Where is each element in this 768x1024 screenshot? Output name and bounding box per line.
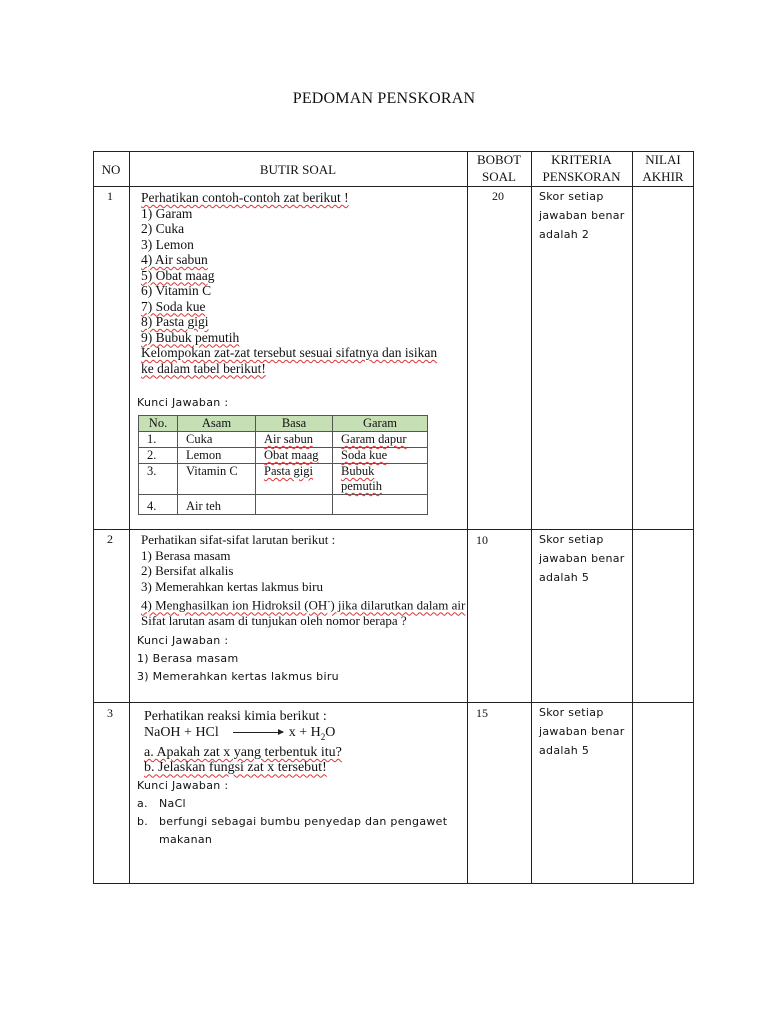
header-butir-soal: BUTIR SOAL xyxy=(259,162,337,177)
table-header-row xyxy=(139,416,428,432)
list-item: 7) Soda kue xyxy=(141,298,206,314)
table-row xyxy=(139,448,428,464)
list-item: 2) Bersifat alkalis xyxy=(141,563,234,578)
table-cell: Soda kue xyxy=(333,448,428,464)
table-header: No. xyxy=(139,416,178,432)
reaction-equation: NaOH + HCl $x + H_2O$ xyxy=(144,724,336,742)
question-intro: Perhatikan sifat-sifat larutan berikut : xyxy=(141,532,336,547)
kriteria-text: Skor setiap jawaban benar adalah 2 xyxy=(539,190,625,241)
table-row xyxy=(139,432,428,448)
list-item: 4) Air sabun xyxy=(141,252,208,267)
table-cell: Air teh xyxy=(178,495,256,515)
table-cell: Lemon xyxy=(178,448,256,464)
table-cell: Cuka xyxy=(178,432,256,448)
table-cell xyxy=(256,495,333,515)
header-nilai-akhir: NILAI AKHIR xyxy=(642,152,684,184)
arrow-right-icon xyxy=(233,732,283,733)
list-item: 1) Garam xyxy=(141,205,193,221)
answer-item: NaCl xyxy=(159,797,186,810)
answer-item: berfungi sebagai bumbu penyedap dan pengawet xyxy=(159,815,448,828)
col-divider xyxy=(467,151,468,884)
list-item: 1) Berasa masam xyxy=(141,547,231,563)
table-cell: Garam dapur xyxy=(333,432,428,448)
table-cell: Vitamin C xyxy=(178,464,256,495)
table-cell: 4. xyxy=(139,495,178,515)
page-title: PEDOMAN PENSKORAN xyxy=(292,90,476,107)
row-number: 1 xyxy=(107,189,113,203)
answer-item: 1) Berasa masam xyxy=(137,652,239,665)
answer-key-label: Kunci Jawaban : xyxy=(137,634,229,647)
question-intro: Perhatikan reaksi kimia berikut : xyxy=(144,709,327,724)
table-cell: 2. xyxy=(139,448,178,464)
list-item: 6) Vitamin C xyxy=(141,283,212,298)
header-bobot-soal: BOBOT SOAL xyxy=(476,152,522,184)
table-cell: Bubuk pemutih xyxy=(333,464,428,495)
answer-table xyxy=(138,415,428,515)
kriteria-text: Skor setiap jawaban benar adalah 5 xyxy=(539,533,625,584)
table-cell: Air sabun xyxy=(256,432,333,448)
list-item: 9) Bubuk pemutih xyxy=(141,329,240,345)
table-cell: Pasta gigi xyxy=(256,464,333,495)
table-header: Garam xyxy=(333,416,428,432)
row-number: 2 xyxy=(107,532,113,546)
answer-item: makanan xyxy=(159,833,213,846)
bobot-value: 15 xyxy=(476,706,488,720)
question-3 xyxy=(144,709,342,776)
question-text: Sifat larutan asam di tunjukan oleh nomor berapa ? xyxy=(141,612,407,628)
table-cell: Obat maag xyxy=(256,448,333,464)
question-intro: Perhatikan contoh-contoh zat berikut ! xyxy=(141,190,349,205)
table-cell xyxy=(333,495,428,515)
table-cell: 1. xyxy=(139,432,178,448)
col-divider xyxy=(129,151,130,884)
answer-label: a. xyxy=(137,797,148,810)
table-header: Basa xyxy=(256,416,333,432)
sub-question: b. Jelaskan fungsi zat x tersebut! xyxy=(144,760,327,776)
list-item: 4) Menghasilkan ion Hidroksil (OH-) jika dilarutkan dalam air xyxy=(141,596,466,613)
list-item: 8) Pasta gigi xyxy=(141,314,209,329)
header-no: NO xyxy=(101,162,121,177)
question-instruction: ke dalam tabel berikut! xyxy=(141,360,266,376)
kriteria-text: Skor setiap jawaban benar adalah 5 xyxy=(539,706,625,757)
question-2 xyxy=(141,532,467,628)
row-number: 3 xyxy=(107,706,113,720)
list-item: 2) Cuka xyxy=(141,221,185,236)
col-divider xyxy=(632,151,633,884)
list-item: 3) Lemon xyxy=(141,236,194,252)
answer-key-label: Kunci Jawaban : xyxy=(137,779,229,792)
table-header: Asam xyxy=(178,416,256,432)
bobot-value: 10 xyxy=(476,533,488,547)
answer-label: b. xyxy=(137,815,149,828)
table-row xyxy=(139,495,428,515)
answer-item: 3) Memerahkan kertas lakmus biru xyxy=(137,670,339,683)
bobot-value: 20 xyxy=(492,189,504,203)
question-1 xyxy=(141,190,437,376)
sub-question: a. Apakah zat x yang terbentuk itu? xyxy=(144,744,342,760)
header-kriteria-penskoran: KRITERIA PENSKORAN xyxy=(542,152,621,184)
question-instruction: Kelompokan zat-zat tersebut sesuai sifatnya dan isikan xyxy=(141,345,438,360)
list-item: 5) Obat maag xyxy=(141,267,215,283)
table-cell: 3. xyxy=(139,464,178,495)
answer-key-label: Kunci Jawaban : xyxy=(137,396,229,409)
list-item: 3) Memerahkan kertas lakmus biru xyxy=(141,578,323,594)
col-divider xyxy=(531,151,532,884)
